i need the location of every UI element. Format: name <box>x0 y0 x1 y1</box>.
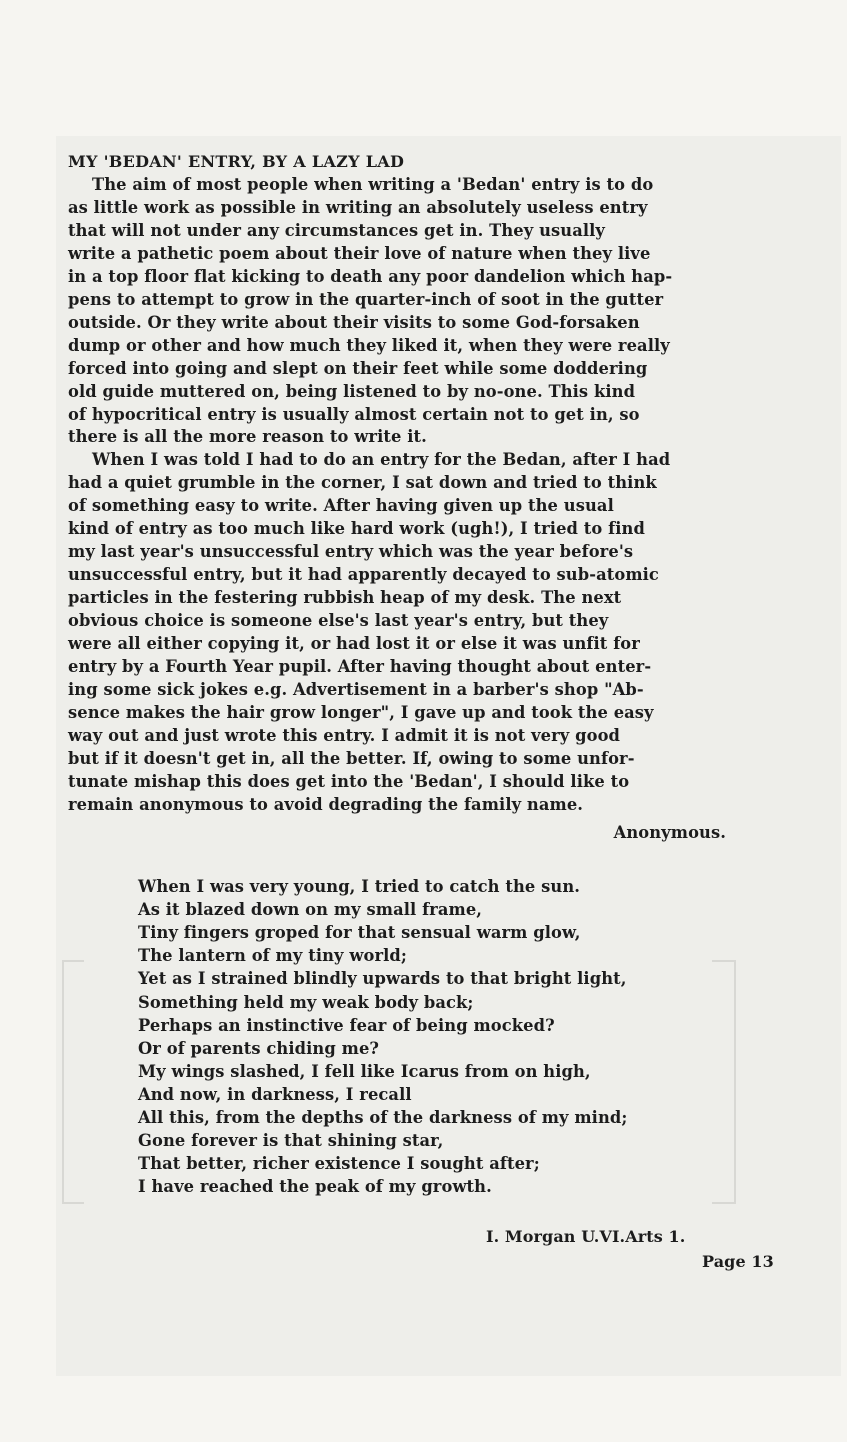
poem-line: As it blazed down on my small frame, <box>138 900 483 920</box>
article-line: tunate mishap this does get into the 'Bedan', I should like to <box>68 771 630 791</box>
article-line: When I was told I had to do an entry for the Bedan, after I had <box>92 450 671 470</box>
article-line: forced into going and slept on their feet while some doddering <box>68 358 648 378</box>
article-line: kind of entry as too much like hard work (ugh!), I tried to find <box>68 519 645 539</box>
poem-line: Or of parents chiding me? <box>138 1038 380 1058</box>
article-line: but if it doesn't get in, all the better. If, owing to some unfor- <box>68 748 635 768</box>
poem-line: Gone forever is that shining star, <box>138 1131 444 1151</box>
poem-line: The lantern of my tiny world; <box>138 946 408 966</box>
article-line: entry by a Fourth Year pupil. After having thought about enter- <box>68 656 652 676</box>
article-line: dump or other and how much they liked it, when they were really <box>68 335 670 355</box>
poem-line: My wings slashed, I fell like Icarus from on high, <box>138 1061 591 1081</box>
poem-line: All this, from the depths of the darkness of my mind; <box>138 1108 628 1127</box>
article-line: that will not under any circumstances get in. They usually <box>68 220 605 240</box>
poem-line: I have reached the peak of my growth. <box>138 1177 492 1197</box>
article-line: as little work as possible in writing an absolutely useless entry <box>68 197 648 217</box>
article-line: pens to attempt to grow in the quarter-inch of soot in the gutter <box>68 289 664 309</box>
poem-line: That better, richer existence I sought after; <box>138 1154 540 1174</box>
article-line: The aim of most people when writing a 'Bedan' entry is to do <box>92 175 654 194</box>
poem-author: I. Morgan U.VI.Arts 1. <box>486 1227 686 1246</box>
article-line: remain anonymous to avoid degrading the family name. <box>68 794 584 814</box>
article-line: had a quiet grumble in the corner, I sat down and tried to think <box>68 473 657 493</box>
poem-line: Something held my weak body back; <box>138 992 474 1012</box>
article-title: MY 'BEDAN' ENTRY, BY A LAZY LAD <box>68 152 405 171</box>
article-line: sence makes the hair grow longer", I gave up and took the easy <box>68 702 654 722</box>
article-line: there is all the more reason to write it. <box>68 427 427 447</box>
poem-line: Yet as I strained blindly upwards to that bright light, <box>138 969 627 989</box>
article-line: obvious choice is someone else's last year's entry, but they <box>68 611 609 631</box>
article-line: particles in the festering rubbish heap of my desk. The next <box>68 588 622 608</box>
article-line: of hypocritical entry is usually almost certain not to get in, so <box>68 404 640 424</box>
article-line: my last year's unsuccessful entry which was the year before's <box>68 542 634 562</box>
article-signoff: Anonymous. <box>613 823 726 842</box>
article-line: were all either copying it, or had lost it or else it was unfit for <box>68 634 640 653</box>
poem-line: Perhaps an instinctive fear of being mocked? <box>138 1015 555 1035</box>
article-line: outside. Or they write about their visits to some God-forsaken <box>68 312 640 332</box>
article-line: of something easy to write. After having given up the usual <box>68 496 614 516</box>
article-line: in a top floor flat kicking to death any poor dandelion which hap- <box>68 266 673 286</box>
article-line: ing some sick jokes e.g. Advertisement in a barber's shop "Ab- <box>68 679 644 699</box>
page-number: Page 13 <box>702 1252 774 1271</box>
article-line: old guide muttered on, being listened to by no-one. This kind <box>68 381 636 401</box>
poem-line: Tiny fingers groped for that sensual warm glow, <box>138 923 581 943</box>
poem-line: And now, in darkness, I recall <box>138 1084 412 1104</box>
poem-line: When I was very young, I tried to catch the sun. <box>138 877 581 896</box>
article-line: way out and just wrote this entry. I admit it is not very good <box>68 725 621 745</box>
article-line: unsuccessful entry, but it had apparently decayed to sub-atomic <box>68 565 659 585</box>
article-line: write a pathetic poem about their love of nature when they live <box>68 243 651 263</box>
